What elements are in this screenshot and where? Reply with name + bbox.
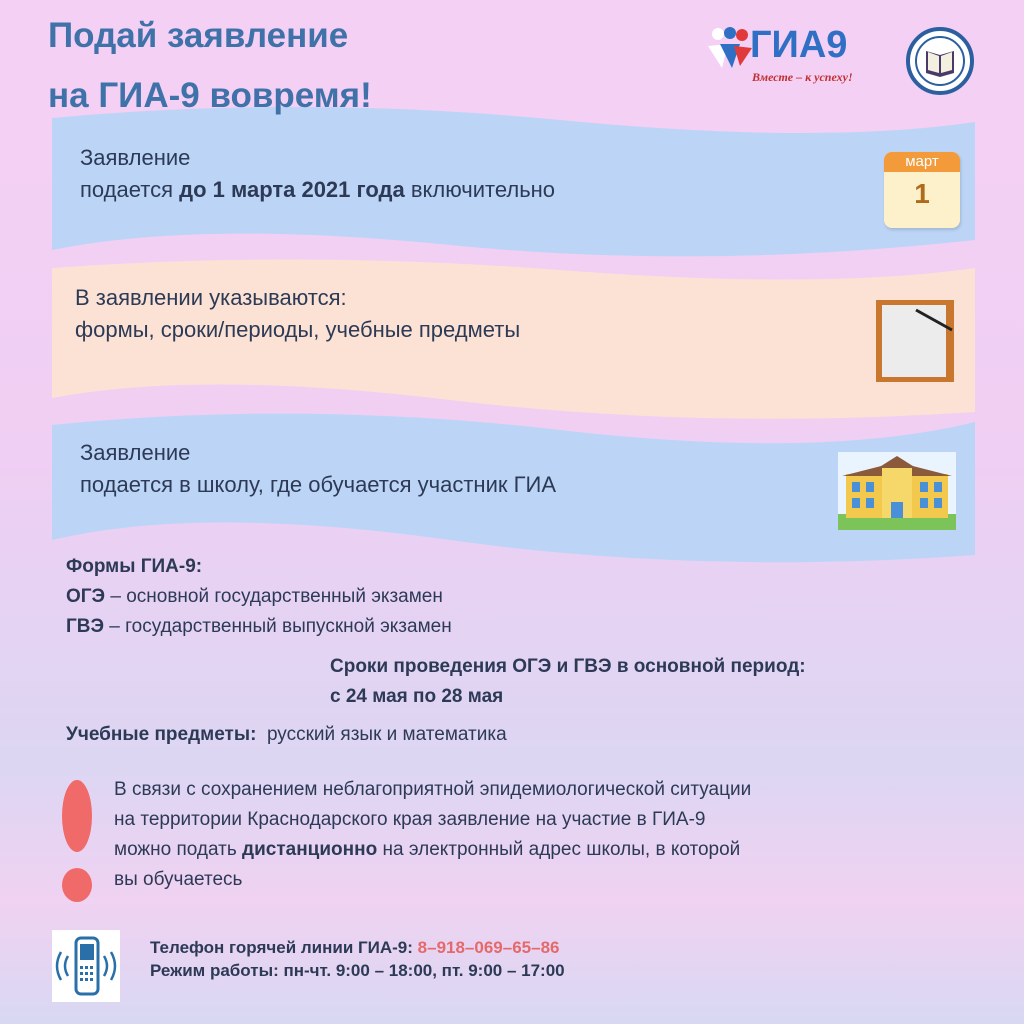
- dates-section: [330, 652, 806, 712]
- exclamation-bar-icon: [62, 780, 92, 852]
- notice-line-1: В связи с сохранением неблагоприятной эпидемиологической ситуации: [114, 779, 752, 800]
- notice-line-2: на территории Краснодарского края заявление на участие в ГИА-9: [114, 809, 706, 830]
- dates-line-1: Сроки проведения ОГЭ и ГВЭ в основной период:: [330, 656, 806, 677]
- phone-icon: [52, 930, 120, 1002]
- text: на электронный адрес школы, в которой: [377, 839, 741, 860]
- gve-text: – государственный выпускной экзамен: [104, 616, 452, 637]
- calendar-month: март: [884, 152, 960, 172]
- oge-line: [66, 582, 452, 612]
- forms-heading: Формы ГИА-9:: [66, 556, 203, 577]
- school-building-icon: [838, 452, 956, 530]
- remote-text: дистанционно: [242, 839, 378, 860]
- title-line-1: Подай заявление: [48, 16, 349, 55]
- logo-slogan: Вместе – к успеху!: [752, 70, 853, 84]
- people-logo-icon: [706, 26, 756, 70]
- notice-text: [114, 775, 751, 895]
- gve-abbr: ГВЭ: [66, 616, 105, 637]
- subjects-value: русский язык и математика: [266, 724, 507, 745]
- hotline-section: [150, 936, 565, 982]
- hotline-line: [150, 936, 565, 959]
- banner-2-line-2: формы, сроки/периоды, учебные предметы: [75, 317, 521, 342]
- notice-line-4: вы обучаетесь: [114, 869, 243, 890]
- banner-3-line-2: подается в школу, где обучается участник ГИА: [80, 472, 557, 497]
- logo-text: ГИА9: [750, 24, 848, 66]
- text: подается: [80, 177, 180, 202]
- hotline-label: Телефон горячей линии ГИА-9:: [150, 938, 418, 957]
- subjects-line: [66, 720, 507, 750]
- gia9-logo: [706, 22, 866, 92]
- notice-line-3: [114, 835, 751, 865]
- oge-abbr: ОГЭ: [66, 586, 106, 607]
- working-hours: Режим работы: пн-чт. 9:00 – 18:00, пт. 9:00 – 17:00: [150, 961, 565, 980]
- calendar-day: 1: [914, 178, 930, 209]
- banner-3-text: [80, 437, 556, 501]
- exclamation-dot-icon: [62, 868, 92, 902]
- title-line-2: на ГИА-9 вовремя!: [48, 76, 372, 115]
- oge-text: – основной государственный экзамен: [105, 586, 443, 607]
- banner-1-line-1: Заявление: [80, 145, 191, 170]
- education-emblem-icon: [906, 27, 974, 95]
- document-pen-icon: [876, 300, 954, 382]
- banner-2-line-1: В заявлении указываются:: [75, 285, 347, 310]
- gve-line: [66, 612, 452, 642]
- banner-1-line-2: [80, 174, 555, 206]
- text: можно подать: [114, 839, 243, 860]
- forms-section: [66, 552, 452, 642]
- deadline-text: до 1 марта 2021 года: [179, 177, 405, 202]
- dates-line-2: с 24 мая по 28 мая: [330, 686, 504, 707]
- page-title: [48, 6, 372, 126]
- subjects-label: Учебные предметы:: [66, 724, 257, 745]
- banner-3-line-1: Заявление: [80, 440, 191, 465]
- hotline-phone-link[interactable]: 8–918–069–65–86: [417, 938, 560, 957]
- banner-1-text: [80, 142, 555, 206]
- calendar-icon: [884, 152, 960, 228]
- banner-2-text: [75, 282, 520, 346]
- text: включительно: [404, 177, 556, 202]
